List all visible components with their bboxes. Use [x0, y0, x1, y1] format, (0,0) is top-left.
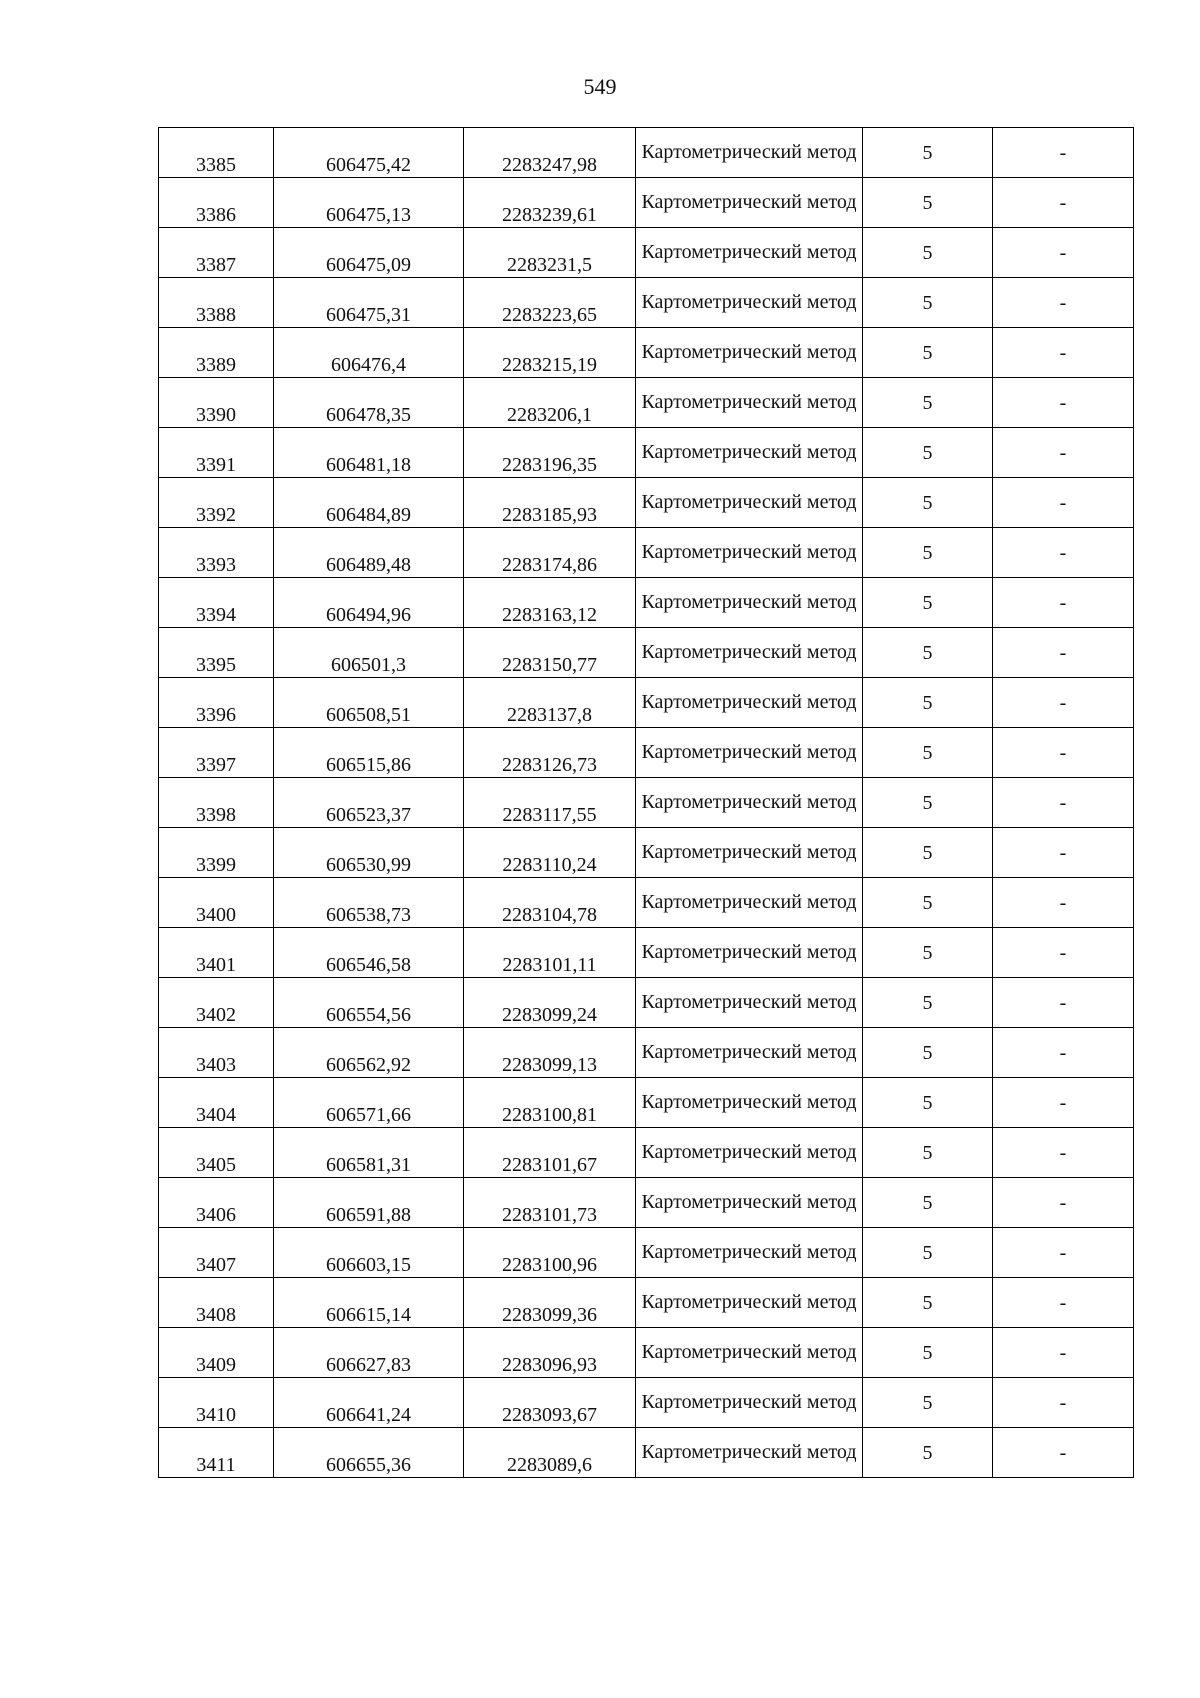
x-coordinate-cell: 606475,31 — [274, 278, 464, 328]
coordinates-table-body — [159, 128, 1134, 1478]
method-cell: Картометрический метод — [636, 428, 863, 478]
x-coordinate-cell: 606475,13 — [274, 178, 464, 228]
table-row — [159, 678, 1134, 728]
point-number-cell: 3388 — [159, 278, 274, 328]
x-coordinate-cell: 606603,15 — [274, 1228, 464, 1278]
point-number-cell: 3386 — [159, 178, 274, 228]
note-cell: - — [993, 128, 1134, 178]
note-cell: - — [993, 1178, 1134, 1228]
x-coordinate-cell: 606591,88 — [274, 1178, 464, 1228]
x-coordinate-cell: 606501,3 — [274, 628, 464, 678]
note-cell: - — [993, 1328, 1134, 1378]
note-cell: - — [993, 378, 1134, 428]
y-coordinate-cell: 2283150,77 — [464, 628, 636, 678]
accuracy-cell: 5 — [863, 828, 993, 878]
method-cell: Картометрический метод — [636, 228, 863, 278]
note-cell: - — [993, 878, 1134, 928]
accuracy-cell: 5 — [863, 178, 993, 228]
method-cell: Картометрический метод — [636, 828, 863, 878]
method-cell: Картометрический метод — [636, 728, 863, 778]
method-cell: Картометрический метод — [636, 628, 863, 678]
note-cell: - — [993, 678, 1134, 728]
method-cell: Картометрический метод — [636, 278, 863, 328]
method-cell: Картометрический метод — [636, 1328, 863, 1378]
y-coordinate-cell: 2283104,78 — [464, 878, 636, 928]
note-cell: - — [993, 278, 1134, 328]
table-row — [159, 128, 1134, 178]
note-cell: - — [993, 1228, 1134, 1278]
x-coordinate-cell: 606538,73 — [274, 878, 464, 928]
method-cell: Картометрический метод — [636, 1078, 863, 1128]
accuracy-cell: 5 — [863, 978, 993, 1028]
accuracy-cell: 5 — [863, 778, 993, 828]
x-coordinate-cell: 606476,4 — [274, 328, 464, 378]
x-coordinate-cell: 606627,83 — [274, 1328, 464, 1378]
x-coordinate-cell: 606562,92 — [274, 1028, 464, 1078]
method-cell: Картометрический метод — [636, 778, 863, 828]
note-cell: - — [993, 628, 1134, 678]
method-cell: Картометрический метод — [636, 978, 863, 1028]
y-coordinate-cell: 2283100,81 — [464, 1078, 636, 1128]
accuracy-cell: 5 — [863, 728, 993, 778]
table-row — [159, 278, 1134, 328]
x-coordinate-cell: 606581,31 — [274, 1128, 464, 1178]
accuracy-cell: 5 — [863, 478, 993, 528]
y-coordinate-cell: 2283239,61 — [464, 178, 636, 228]
method-cell: Картометрический метод — [636, 1228, 863, 1278]
table-row — [159, 478, 1134, 528]
x-coordinate-cell: 606478,35 — [274, 378, 464, 428]
note-cell: - — [993, 478, 1134, 528]
x-coordinate-cell: 606546,58 — [274, 928, 464, 978]
note-cell: - — [993, 1378, 1134, 1428]
accuracy-cell: 5 — [863, 578, 993, 628]
table-row — [159, 1028, 1134, 1078]
y-coordinate-cell: 2283089,6 — [464, 1428, 636, 1478]
point-number-cell: 3394 — [159, 578, 274, 628]
y-coordinate-cell: 2283101,11 — [464, 928, 636, 978]
method-cell: Картометрический метод — [636, 378, 863, 428]
note-cell: - — [993, 578, 1134, 628]
y-coordinate-cell: 2283099,24 — [464, 978, 636, 1028]
accuracy-cell: 5 — [863, 128, 993, 178]
y-coordinate-cell: 2283174,86 — [464, 528, 636, 578]
x-coordinate-cell: 606530,99 — [274, 828, 464, 878]
point-number-cell: 3385 — [159, 128, 274, 178]
y-coordinate-cell: 2283196,35 — [464, 428, 636, 478]
table-row — [159, 1228, 1134, 1278]
table-row — [159, 428, 1134, 478]
x-coordinate-cell: 606523,37 — [274, 778, 464, 828]
method-cell: Картометрический метод — [636, 678, 863, 728]
x-coordinate-cell: 606475,09 — [274, 228, 464, 278]
note-cell: - — [993, 528, 1134, 578]
point-number-cell: 3406 — [159, 1178, 274, 1228]
accuracy-cell: 5 — [863, 278, 993, 328]
x-coordinate-cell: 606615,14 — [274, 1278, 464, 1328]
note-cell: - — [993, 728, 1134, 778]
table-row — [159, 378, 1134, 428]
y-coordinate-cell: 2283206,1 — [464, 378, 636, 428]
note-cell: - — [993, 228, 1134, 278]
point-number-cell: 3390 — [159, 378, 274, 428]
accuracy-cell: 5 — [863, 1428, 993, 1478]
y-coordinate-cell: 2283099,36 — [464, 1278, 636, 1328]
point-number-cell: 3405 — [159, 1128, 274, 1178]
table-row — [159, 578, 1134, 628]
point-number-cell: 3407 — [159, 1228, 274, 1278]
y-coordinate-cell: 2283117,55 — [464, 778, 636, 828]
point-number-cell: 3410 — [159, 1378, 274, 1428]
point-number-cell: 3391 — [159, 428, 274, 478]
coordinates-table — [158, 127, 1134, 1478]
point-number-cell: 3395 — [159, 628, 274, 678]
note-cell: - — [993, 1278, 1134, 1328]
table-row — [159, 778, 1134, 828]
table-row — [159, 228, 1134, 278]
accuracy-cell: 5 — [863, 878, 993, 928]
accuracy-cell: 5 — [863, 678, 993, 728]
accuracy-cell: 5 — [863, 628, 993, 678]
y-coordinate-cell: 2283110,24 — [464, 828, 636, 878]
y-coordinate-cell: 2283185,93 — [464, 478, 636, 528]
point-number-cell: 3393 — [159, 528, 274, 578]
point-number-cell: 3397 — [159, 728, 274, 778]
table-row — [159, 1278, 1134, 1328]
note-cell: - — [993, 778, 1134, 828]
table-row — [159, 828, 1134, 878]
method-cell: Картометрический метод — [636, 478, 863, 528]
point-number-cell: 3408 — [159, 1278, 274, 1328]
accuracy-cell: 5 — [863, 528, 993, 578]
accuracy-cell: 5 — [863, 928, 993, 978]
accuracy-cell: 5 — [863, 228, 993, 278]
accuracy-cell: 5 — [863, 378, 993, 428]
table-row — [159, 1378, 1134, 1428]
method-cell: Картометрический метод — [636, 878, 863, 928]
point-number-cell: 3399 — [159, 828, 274, 878]
table-row — [159, 1128, 1134, 1178]
method-cell: Картометрический метод — [636, 578, 863, 628]
x-coordinate-cell: 606489,48 — [274, 528, 464, 578]
point-number-cell: 3396 — [159, 678, 274, 728]
x-coordinate-cell: 606655,36 — [274, 1428, 464, 1478]
point-number-cell: 3398 — [159, 778, 274, 828]
y-coordinate-cell: 2283101,67 — [464, 1128, 636, 1178]
note-cell: - — [993, 178, 1134, 228]
note-cell: - — [993, 1128, 1134, 1178]
method-cell: Картометрический метод — [636, 528, 863, 578]
accuracy-cell: 5 — [863, 1228, 993, 1278]
point-number-cell: 3411 — [159, 1428, 274, 1478]
note-cell: - — [993, 1028, 1134, 1078]
accuracy-cell: 5 — [863, 328, 993, 378]
note-cell: - — [993, 1078, 1134, 1128]
point-number-cell: 3400 — [159, 878, 274, 928]
x-coordinate-cell: 606508,51 — [274, 678, 464, 728]
x-coordinate-cell: 606494,96 — [274, 578, 464, 628]
table-row — [159, 328, 1134, 378]
x-coordinate-cell: 606515,86 — [274, 728, 464, 778]
method-cell: Картометрический метод — [636, 928, 863, 978]
table-row — [159, 728, 1134, 778]
x-coordinate-cell: 606475,42 — [274, 128, 464, 178]
point-number-cell: 3409 — [159, 1328, 274, 1378]
point-number-cell: 3404 — [159, 1078, 274, 1128]
accuracy-cell: 5 — [863, 1028, 993, 1078]
accuracy-cell: 5 — [863, 1078, 993, 1128]
note-cell: - — [993, 1428, 1134, 1478]
accuracy-cell: 5 — [863, 1128, 993, 1178]
x-coordinate-cell: 606554,56 — [274, 978, 464, 1028]
table-row — [159, 628, 1134, 678]
x-coordinate-cell: 606641,24 — [274, 1378, 464, 1428]
y-coordinate-cell: 2283231,5 — [464, 228, 636, 278]
point-number-cell: 3392 — [159, 478, 274, 528]
y-coordinate-cell: 2283215,19 — [464, 328, 636, 378]
point-number-cell: 3389 — [159, 328, 274, 378]
method-cell: Картометрический метод — [636, 128, 863, 178]
y-coordinate-cell: 2283093,67 — [464, 1378, 636, 1428]
method-cell: Картометрический метод — [636, 1028, 863, 1078]
note-cell: - — [993, 928, 1134, 978]
y-coordinate-cell: 2283096,93 — [464, 1328, 636, 1378]
y-coordinate-cell: 2283101,73 — [464, 1178, 636, 1228]
point-number-cell: 3403 — [159, 1028, 274, 1078]
page-number: 549 — [583, 74, 617, 99]
table-row — [159, 878, 1134, 928]
point-number-cell: 3402 — [159, 978, 274, 1028]
accuracy-cell: 5 — [863, 1278, 993, 1328]
note-cell: - — [993, 328, 1134, 378]
table-row — [159, 1428, 1134, 1478]
x-coordinate-cell: 606571,66 — [274, 1078, 464, 1128]
x-coordinate-cell: 606484,89 — [274, 478, 464, 528]
y-coordinate-cell: 2283163,12 — [464, 578, 636, 628]
point-number-cell: 3401 — [159, 928, 274, 978]
note-cell: - — [993, 978, 1134, 1028]
accuracy-cell: 5 — [863, 428, 993, 478]
note-cell: - — [993, 828, 1134, 878]
table-row — [159, 1078, 1134, 1128]
method-cell: Картометрический метод — [636, 328, 863, 378]
x-coordinate-cell: 606481,18 — [274, 428, 464, 478]
method-cell: Картометрический метод — [636, 1178, 863, 1228]
accuracy-cell: 5 — [863, 1378, 993, 1428]
note-cell: - — [993, 428, 1134, 478]
y-coordinate-cell: 2283247,98 — [464, 128, 636, 178]
table-row — [159, 1328, 1134, 1378]
accuracy-cell: 5 — [863, 1178, 993, 1228]
table-row — [159, 178, 1134, 228]
y-coordinate-cell: 2283137,8 — [464, 678, 636, 728]
table-row — [159, 528, 1134, 578]
y-coordinate-cell: 2283100,96 — [464, 1228, 636, 1278]
method-cell: Картометрический метод — [636, 1378, 863, 1428]
method-cell: Картометрический метод — [636, 1128, 863, 1178]
table-row — [159, 928, 1134, 978]
y-coordinate-cell: 2283126,73 — [464, 728, 636, 778]
point-number-cell: 3387 — [159, 228, 274, 278]
table-row — [159, 1178, 1134, 1228]
method-cell: Картометрический метод — [636, 1428, 863, 1478]
y-coordinate-cell: 2283099,13 — [464, 1028, 636, 1078]
table-row — [159, 978, 1134, 1028]
method-cell: Картометрический метод — [636, 1278, 863, 1328]
y-coordinate-cell: 2283223,65 — [464, 278, 636, 328]
accuracy-cell: 5 — [863, 1328, 993, 1378]
method-cell: Картометрический метод — [636, 178, 863, 228]
